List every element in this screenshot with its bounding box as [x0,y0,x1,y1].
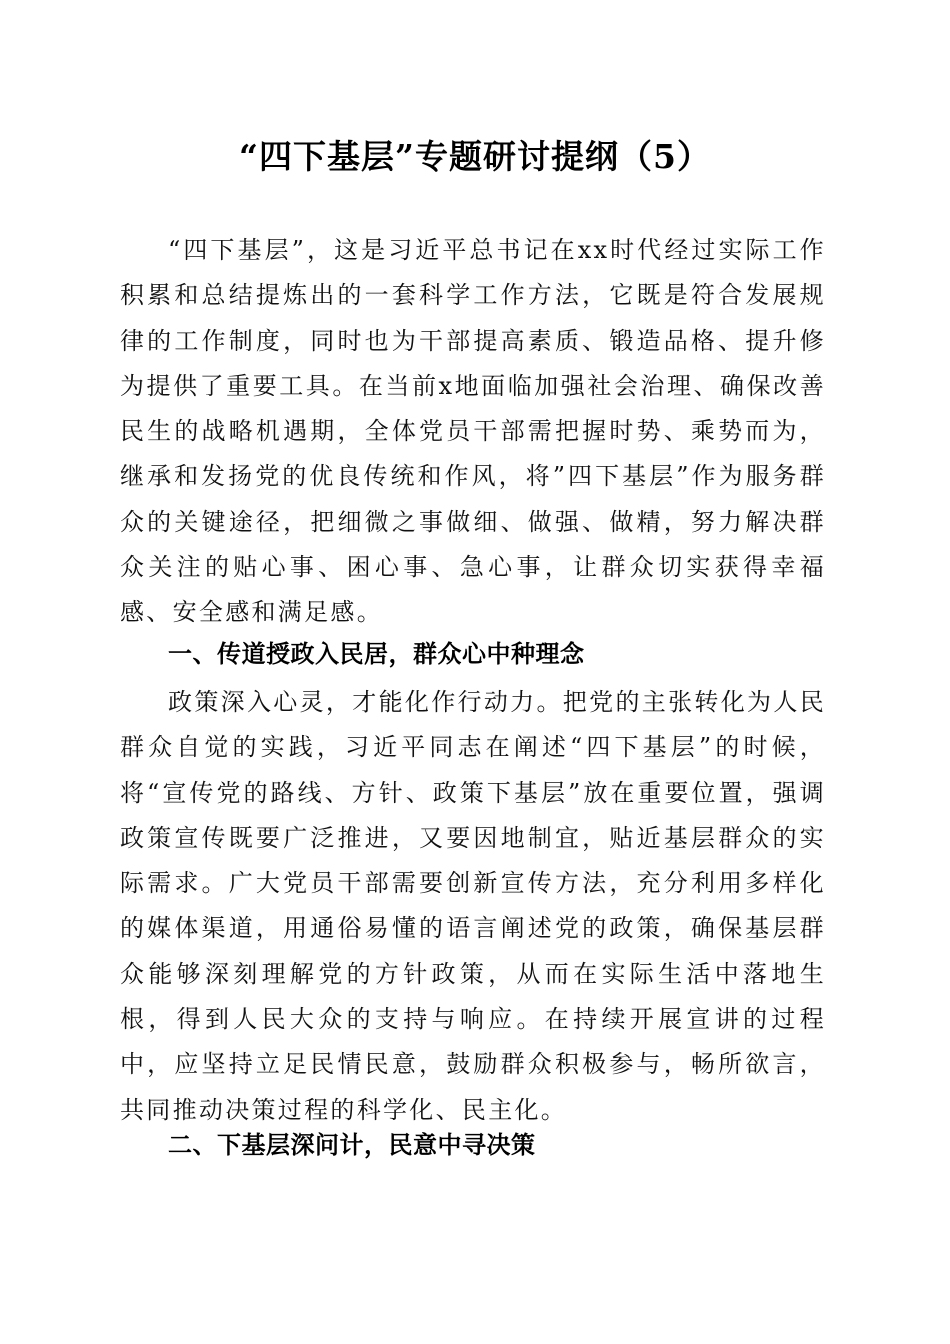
document-title: “四下基层”专题研讨提纲（5） [239,137,711,176]
intro-paragraph: “四下基层”，这是习近平总书记在xx时代经过实际工作积累和总结提炼出的一套科学工作方法，它既是符合发展规律的工作制度，同时也为干部提高素质、锻造品格、提升修为提供了重要工具。在当前x地面临加强社会治理、确保改善民生的战略机遇期，全体党员干部需把握时势、乘势而为，继承和发扬党的优良传统和作风，将”四下基层”作为服务群众的关键途径，把细微之事做细、做强、做精，努力解决群众关注的贴心事、困心事、急心事，让群众切实获得幸福感、安全感和满足感。 [120,236,826,627]
section-1-paragraph: 政策深入心灵，才能化作行动力。把党的主张转化为人民群众自觉的实践，习近平同志在阐述“四下基层”的时候，将“宣传党的路线、方针、政策下基层”放在重要位置，强调政策宣传既要广泛推进，又要因地制宜，贴近基层群众的实际需求。广大党员干部需要创新宣传方法，充分利用多样化的媒体渠道，用通俗易懂的语言阐述党的政策，确保基层群众能够深刻理解党的方针政策，从而在实际生活中落地生根，得到人民大众的支持与响应。在持续开展宣讲的过程中，应坚持立足民情民意，鼓励群众积极参与，畅所欲言，共同推动决策过程的科学化、民主化。 [120,688,826,1124]
section-heading-2: 二、下基层深问计，民意中寻决策 [168,1131,536,1159]
section-heading-1: 一、传道授政入民居，群众心中种理念 [168,640,585,668]
